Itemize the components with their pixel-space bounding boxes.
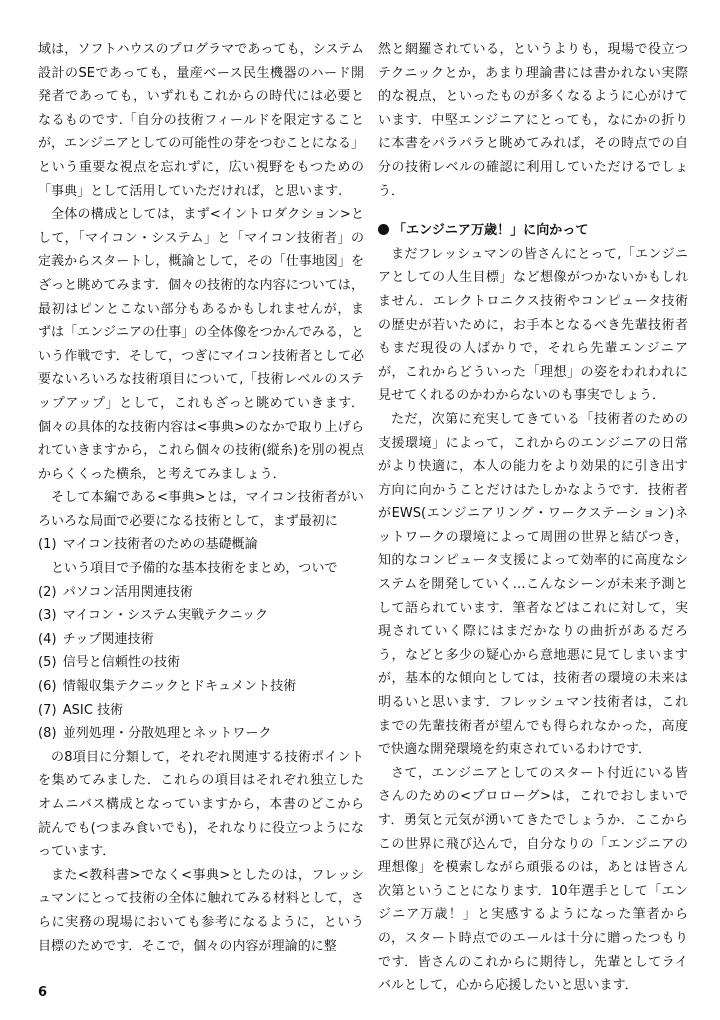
paragraph: そして本編である<事典>とは，マイコン技術者がいろいろな局面で必要になる技術として，まず最初に bbox=[38, 490, 364, 529]
section-heading: 「エンジニア万歳！」に向かって bbox=[378, 219, 688, 243]
page-number: 6 bbox=[38, 985, 48, 1000]
bullet-icon bbox=[378, 224, 389, 235]
paragraph: ただ，次第に充実してきている「技術者のための支援環境」によって，これからのエンジニアの日常がより快適に，本人の能力をより効果的に引き出す方向に向かうことだけはたしかなようです．技術者がEWS(エンジニアリング・ワークステーション)ネットワークの環境によって周囲の世界と結びつき，知的なコンピュータ支援によって効率的に高度なシステムを開発していく…こんなシーンが未来予測として語られています．筆者などはこれに対して，実現されていく際にはまだかなりの曲折があるだろう，などと多少の疑心から意地悪に見てしまいますが，基本的な傾向としては，技術者の環境の未来は明るいと思います．フレッシュマン技術者は，これまでの先輩技術者が望んでも得られなかった，高度で快適な開発環境を約束されているわけです． bbox=[378, 411, 688, 758]
list-item: (3) マイコン・システム実戦テクニック bbox=[38, 608, 269, 624]
paragraph: さて，エンジニアとしてのスタート付近にいる皆さんのための<プロローグ>は，これでおしまいです．勇気と元気が湧いてきたでしょうか．ここからこの世界に飛び込んで，自分なりの「エンジニアの理想像」を模索しながら頑張るのは，あとは皆さん次第ということになります．10年選手として「エンジニア万歳！」と実感するようになった筆者からの，スタート時点でのエールは十分に贈ったつもりです．皆さんのこれからに期待し，先輩としてライバルとして，心から応援したいと思います． bbox=[378, 765, 688, 994]
paragraph: 域は，ソフトハウスのプログラマであっても，システム設計のSEであっても，量産ベース民生機器のハード開発者であっても，いずれもこれからの時代には必要となるものです.「自分の技術フィールドを限定することが，エンジニアとしての可能性の芽をつむことになる」という重要な視点を忘れずに，広い視野をもつための「事典」として活用していただければ，と思います. bbox=[38, 42, 364, 199]
paragraph: 然と網羅されている，というよりも，現場で役立つテクニックとか，あまり理論書には書かれない実際的な視点，といったものが多くなるように心がけています．中堅エンジニアにとっても，なにかの折りに本書をパラパラと眺めてみれば，その時点での自分の技術レベルの確認に利用していただけるでしょう． bbox=[378, 42, 688, 199]
topic-list bbox=[38, 533, 364, 557]
right-column bbox=[378, 38, 688, 998]
list-item: (6) 情報収集テクニックとドキュメント技術 bbox=[38, 679, 297, 695]
paragraph: まだフレッシュマンの皆さんにとって,「エンジニアとしての人生目標」など想像がつかないかもしれません．エレクトロニクス技術やコンピュータ技術の歴史が若いために，お手本となるべき先輩技術者もまだ現役の人ばかりで，それら先輩エンジニアが，これからどういった「理想」の姿をわれわれに見せてくれるのかわからないのも事実でしょう． bbox=[378, 246, 688, 404]
list-item: (4) チップ関連技術 bbox=[38, 631, 154, 647]
list-item: (1) マイコン技術者のための基礎概論 bbox=[38, 537, 258, 553]
list-item: (5) 信号と信頼性の技術 bbox=[38, 655, 181, 671]
paragraph: また<教科書>でなく<事典>としたのは，フレッシュマンにとって技術の全体に触れてみる材料として，さらに実務の現場においても参考になるように，という目標のためです．そこで，個々の内容が理論的に整 bbox=[38, 867, 364, 954]
list-item: (7) ASIC 技術 bbox=[38, 702, 124, 718]
topic-list bbox=[38, 581, 364, 746]
paragraph: の8項目に分類して，それぞれ関連する技術ポイントを集めてみました．これらの項目はそれぞれ独立したオムニバス構成となっていますから，本書のどこから読んでも(つまみ食いでも)，それなりに役立つようになっています． bbox=[38, 749, 364, 860]
list-item: (8) 並列処理・分散処理とネットワーク bbox=[38, 726, 272, 742]
left-column bbox=[38, 38, 364, 958]
paragraph: 全体の構成としては，まず<イントロダクション>として，「マイコン・システム」と「マイコン技術者」の定義からスタートし，概論として，その「仕事地図」をざっと眺めてみます．個々の技術的な内容については，最初はピンとこない部分もあるかもしれませんが，まずは「エンジニアの仕事」の全体像をつかんでみる，という作戦です．そして，つぎにマイコン技術者として必要ないろいろな技術項目について,「技術レベルのステップアップ」として，これもざっと眺めていきます．個々の具体的な技術内容は<事典>のなかで取り上げられていきますから，これら個々の技術(縦糸)を別の視点からくくった横糸，と考えてみましょう． bbox=[38, 207, 364, 482]
list-item: (2) パソコン活用関連技術 bbox=[38, 584, 193, 600]
list-continuation: という項目で予備的な基本技術をまとめ，ついで bbox=[51, 561, 338, 577]
